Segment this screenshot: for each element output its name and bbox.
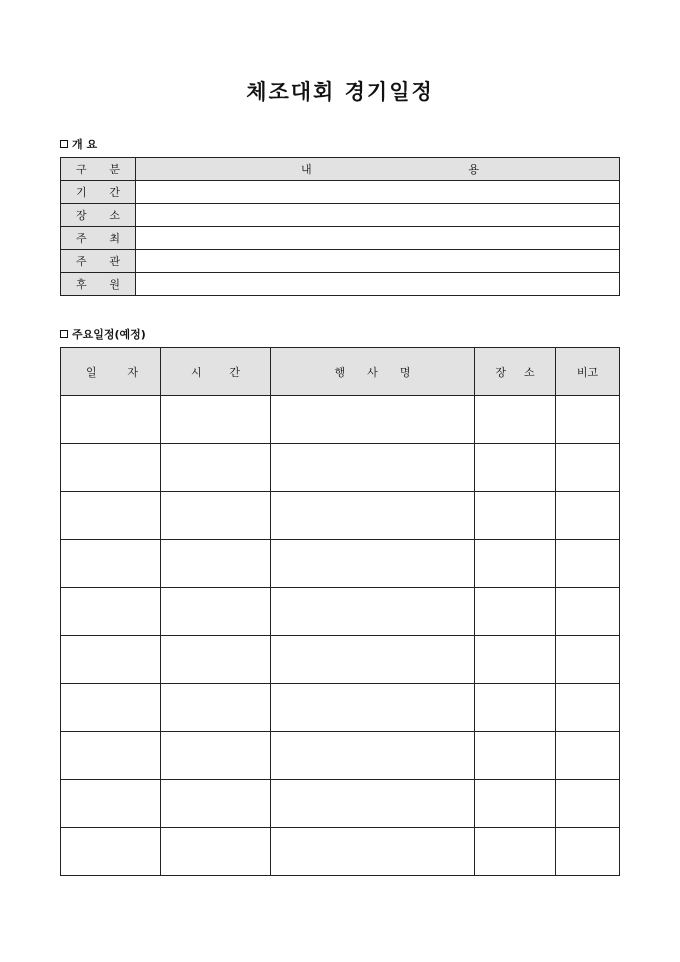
overview-value-cell[interactable] [136,273,620,296]
header-char: 구 [76,163,87,176]
overview-table [60,157,620,296]
schedule-cell-date[interactable] [61,684,161,732]
label-char: 관 [109,255,120,268]
schedule-cell-time[interactable] [161,636,271,684]
header-char: 명 [399,365,411,379]
label-char: 간 [109,186,120,199]
overview-heading [60,136,97,152]
overview-value-cell[interactable] [136,181,620,204]
overview-row-sponsor [61,273,620,296]
schedule-cell-note[interactable] [556,636,620,684]
schedule-cell-date[interactable] [61,588,161,636]
overview-row-place [61,204,620,227]
header-char: 분 [109,163,120,176]
header-char: 용 [468,163,479,176]
schedule-cell-place[interactable] [475,828,556,876]
schedule-cell-note[interactable] [556,588,620,636]
schedule-cell-event[interactable] [271,636,475,684]
schedule-cell-place[interactable] [475,444,556,492]
schedule-cell-time[interactable] [161,396,271,444]
label-char: 장 [76,209,87,222]
overview-row-organizer [61,250,620,273]
label-char: 후 [76,278,87,291]
checkbox-square-icon [60,140,68,148]
label-char: 최 [109,232,120,245]
schedule-cell-note[interactable] [556,828,620,876]
overview-label [61,273,136,296]
overview-header-row [61,158,620,181]
schedule-cell-place[interactable] [475,540,556,588]
schedule-cell-note[interactable] [556,684,620,732]
schedule-header-row [61,348,620,396]
schedule-cell-time[interactable] [161,732,271,780]
header-char: 사 [367,365,378,379]
schedule-header-place [475,348,556,396]
schedule-header-time [161,348,271,396]
schedule-cell-place[interactable] [475,492,556,540]
schedule-cell-note[interactable] [556,732,620,780]
schedule-cell-date[interactable] [61,828,161,876]
label-char: 원 [109,278,120,291]
schedule-cell-time[interactable] [161,588,271,636]
overview-label [61,204,136,227]
schedule-cell-event[interactable] [271,732,475,780]
overview-label [61,227,136,250]
overview-header-content [136,158,620,181]
label-char: 기 [76,186,87,199]
overview-row-host [61,227,620,250]
schedule-cell-place[interactable] [475,732,556,780]
table-row [61,444,620,492]
overview-value-cell[interactable] [136,227,620,250]
schedule-heading-text: 주요일정(예정) [72,328,146,341]
schedule-cell-date[interactable] [61,636,161,684]
schedule-header-date [61,348,161,396]
schedule-cell-time[interactable] [161,444,271,492]
header-char: 시 [191,365,202,379]
header-char: 자 [127,365,138,379]
schedule-cell-note[interactable] [556,780,620,828]
schedule-cell-place[interactable] [475,588,556,636]
table-row [61,540,620,588]
overview-label [61,181,136,204]
table-row [61,684,620,732]
schedule-cell-date[interactable] [61,780,161,828]
table-row [61,492,620,540]
table-row [61,636,620,684]
label-char: 주 [76,232,87,245]
header-char: 장 [495,365,506,379]
schedule-cell-event[interactable] [271,828,475,876]
schedule-cell-place[interactable] [475,780,556,828]
schedule-heading [60,326,146,342]
schedule-cell-time[interactable] [161,492,271,540]
schedule-cell-date[interactable] [61,444,161,492]
header-char: 행 [334,365,346,379]
schedule-cell-date[interactable] [61,732,161,780]
overview-heading-text: 개 요 [72,138,98,151]
table-row [61,396,620,444]
table-row [61,588,620,636]
schedule-header-event [271,348,475,396]
checkbox-square-icon [60,330,68,338]
schedule-cell-date[interactable] [61,540,161,588]
schedule-cell-place[interactable] [475,396,556,444]
header-char: 소 [524,365,535,379]
table-row [61,732,620,780]
schedule-cell-event[interactable] [271,780,475,828]
schedule-table [60,347,620,876]
document-title: 체조대회 경기일정 [246,79,434,104]
schedule-cell-event[interactable] [271,396,475,444]
schedule-cell-time[interactable] [161,828,271,876]
table-row [61,828,620,876]
schedule-cell-event[interactable] [271,588,475,636]
overview-label [61,250,136,273]
schedule-cell-event[interactable] [271,684,475,732]
schedule-cell-note[interactable] [556,444,620,492]
schedule-cell-note[interactable] [556,540,620,588]
label-char: 소 [109,209,120,222]
label-char: 주 [76,255,87,268]
table-row [61,780,620,828]
schedule-cell-event[interactable] [271,540,475,588]
schedule-cell-note[interactable] [556,396,620,444]
overview-header-category [61,158,136,181]
schedule-cell-date[interactable] [61,492,161,540]
schedule-cell-place[interactable] [475,684,556,732]
schedule-cell-time[interactable] [161,540,271,588]
schedule-header-note: 비고 [556,348,620,396]
schedule-cell-time[interactable] [161,780,271,828]
schedule-cell-event[interactable] [271,444,475,492]
schedule-cell-time[interactable] [161,684,271,732]
schedule-cell-date[interactable] [61,396,161,444]
header-char: 내 [301,163,312,176]
schedule-cell-note[interactable] [556,492,620,540]
header-char: 간 [229,365,240,379]
overview-value-cell[interactable] [136,204,620,227]
schedule-cell-event[interactable] [271,492,475,540]
overview-row-period [61,181,620,204]
overview-value-cell[interactable] [136,250,620,273]
schedule-cell-place[interactable] [475,636,556,684]
header-char: 일 [86,365,97,379]
